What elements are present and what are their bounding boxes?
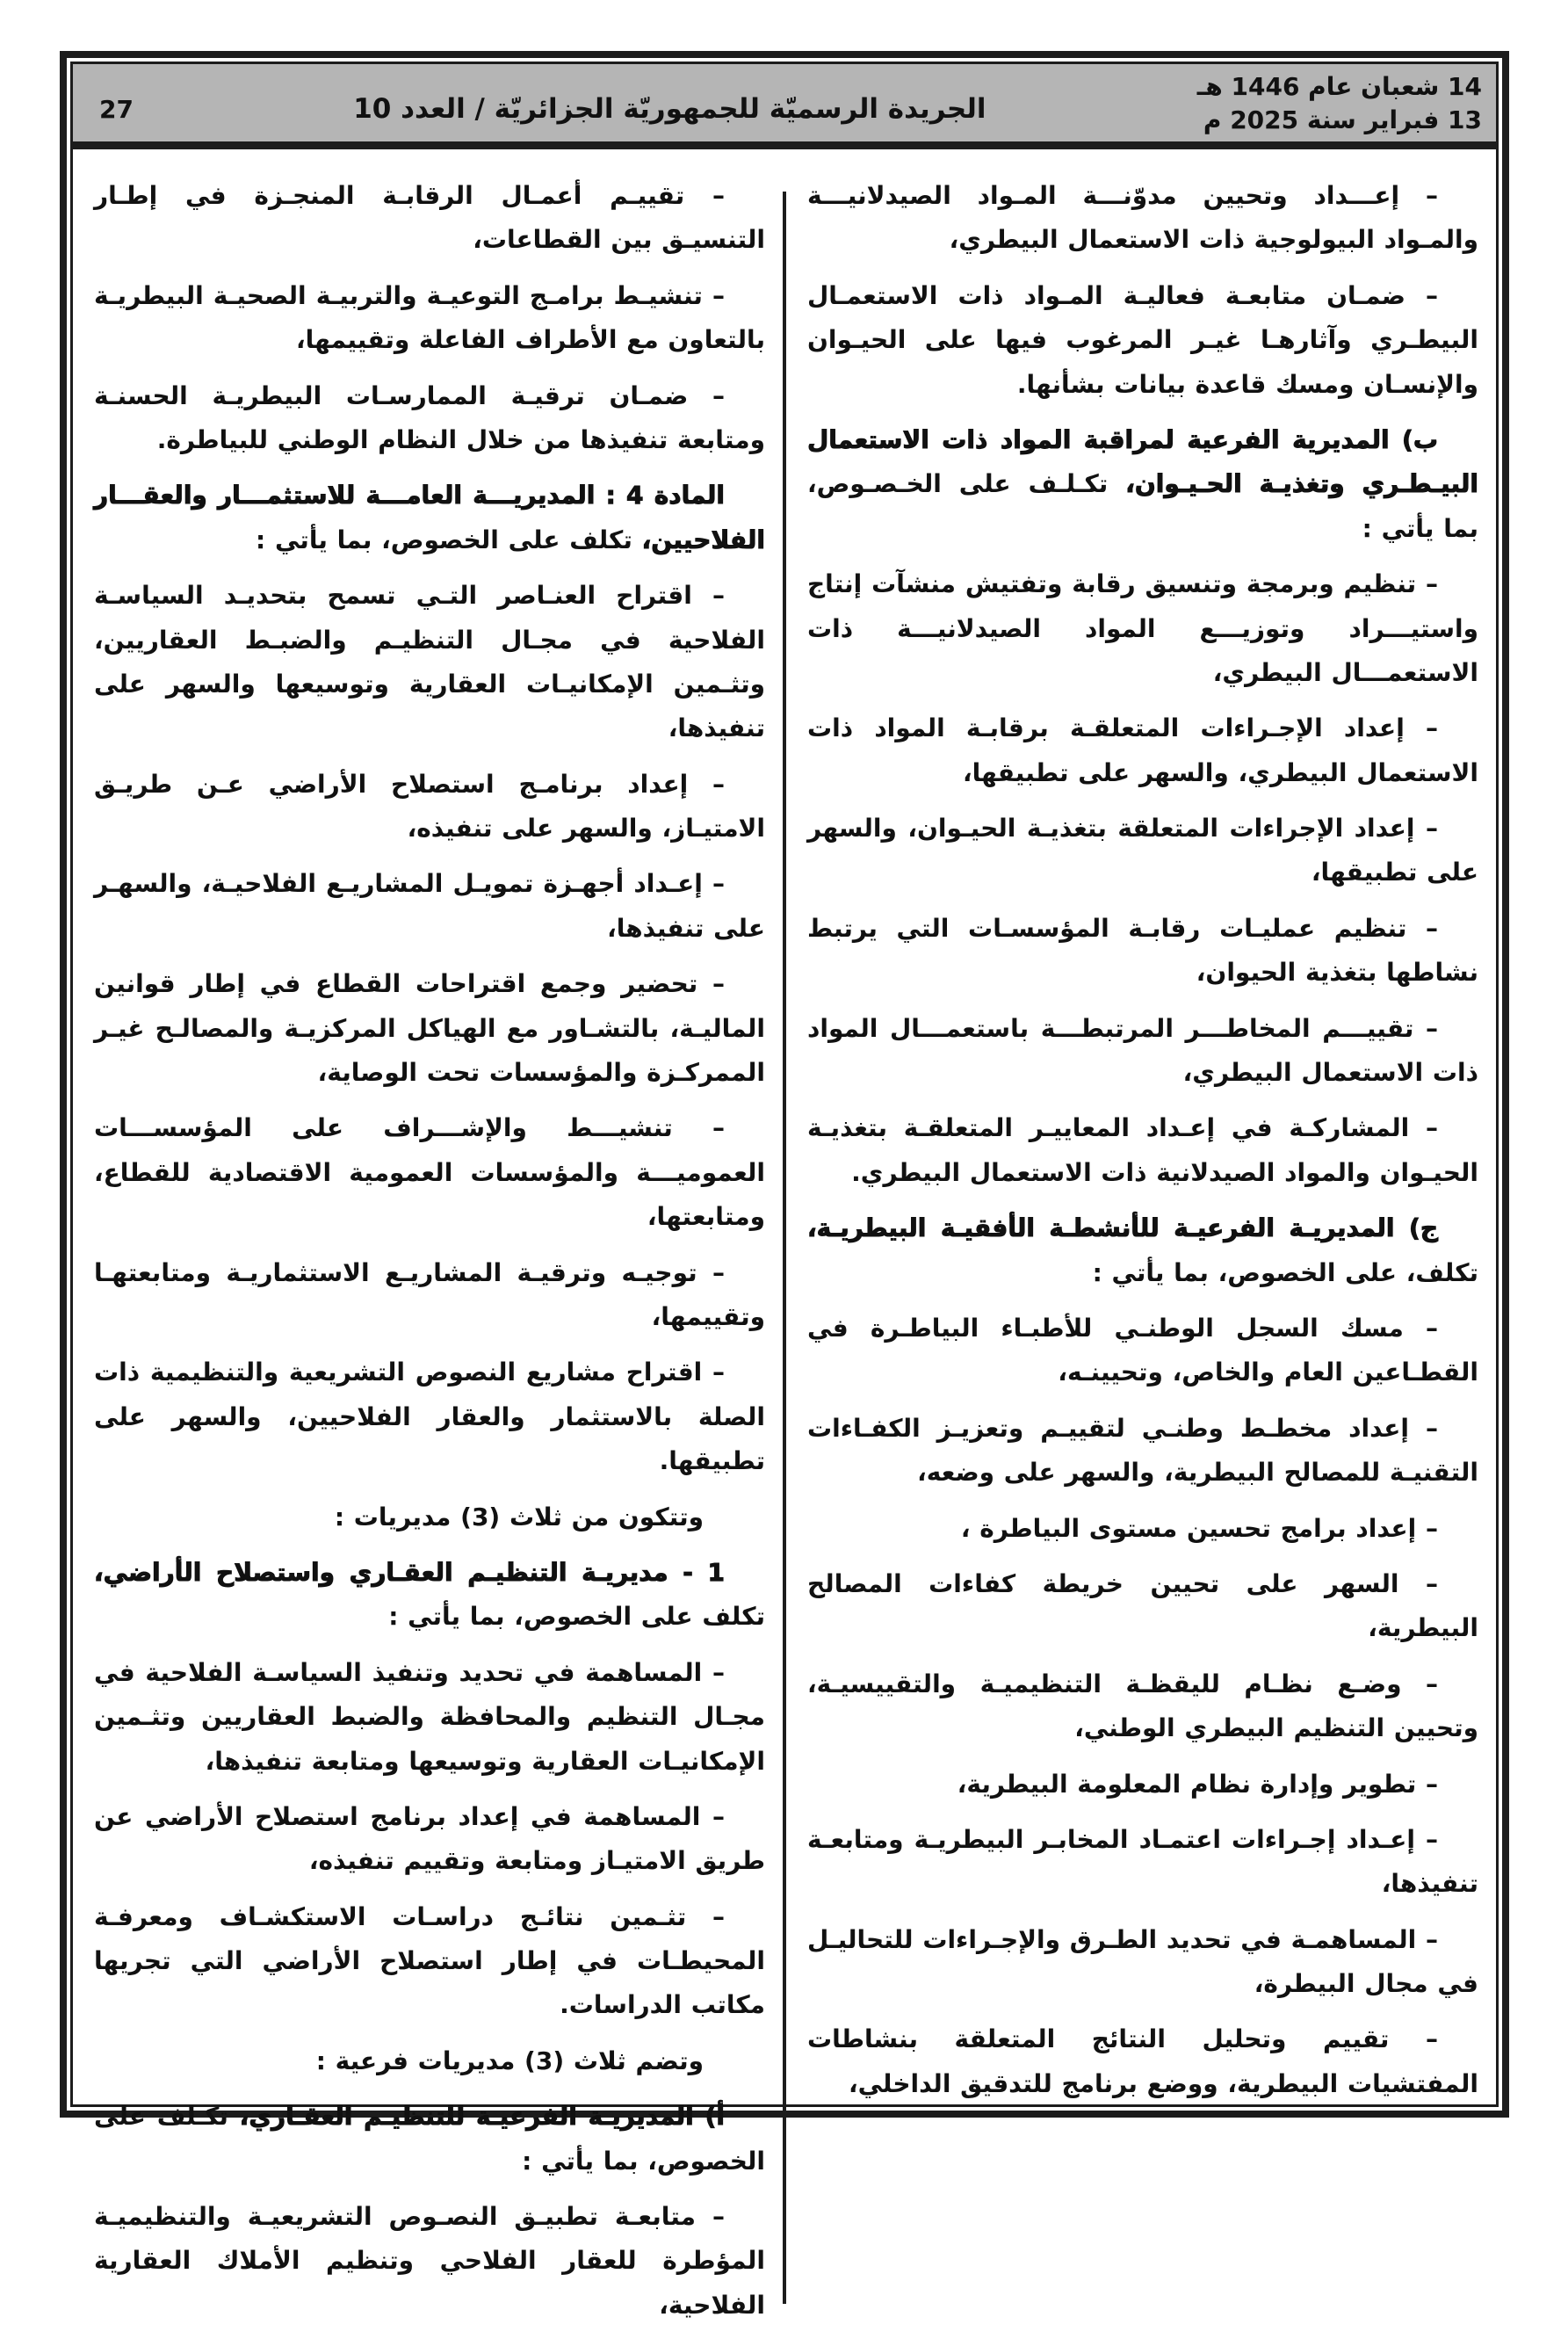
body-paragraph — [94, 1106, 765, 1239]
paragraph-text: – تنظيم وبرمجة وتنسيق رقابة وتفتيش منشآت إنتاج واستيـــراد وتوزيـــع المواد الصيدلانيـــة ذات الاستعمـــال البيطري، — [807, 569, 1478, 687]
paragraph-text: – تنشيـط برامـج التوعيـة والتربيـة الصحيـة البيطريـة بالتعاون مع الأطراف الفاعلة وتقييمها، — [94, 280, 765, 355]
paragraph-text: – ضمـان ترقيـة الممارسـات البيطريـة الحسنـة ومتابعة تنفيذها من خلال النظام الوطني للبياطرة. — [94, 380, 765, 454]
paragraph-text: – تحضير وجمع اقتراحات القطاع في إطار قوانين الماليـة، بالتشـاور مع الهياكل المركزيـة والمصالـح غيـر الممركـزة والمؤسسات تحت الوصاية، — [94, 969, 765, 1088]
body-paragraph — [807, 1507, 1478, 1551]
paragraph-text: – تنشيـــط والإشـــراف على المؤسســـات العموميـــة والمؤسسات العمومية الاقتصادية للقطاع، ومتابعتها، — [94, 1113, 765, 1232]
body-paragraph — [94, 1651, 765, 1784]
paragraph-text: – اقتراح مشاريع النصوص التشريعية والتنظيمية ذات الصلة بالاستثمار والعقار الفلاحيين، والسهر على تطبيقها. — [94, 1358, 765, 1476]
page-number: 27 — [99, 94, 134, 124]
body-paragraph — [94, 374, 765, 463]
body-paragraph — [807, 807, 1478, 895]
body-paragraph — [807, 1106, 1478, 1195]
hijri-date: 14 شعبان عام 1446 هـ — [1196, 72, 1482, 102]
paragraph-text: – المساهمة في إعداد برنامج استصلاح الأراضي عن طريق الامتيـاز ومتابعة وتقييم تنفيذه، — [94, 1801, 765, 1876]
paragraph-text: – توجيـه وترقيـة المشاريـع الاستثماريـة ومتابعتهـا وتقييمها، — [94, 1257, 765, 1331]
paragraph-text: – إعـداد أجهـزة تمويـل المشاريـع الفلاحيـة، والسهـر على تنفيذها، — [94, 869, 765, 943]
body-paragraph — [807, 1818, 1478, 1907]
paragraph-text: – تثـمين نتائـج دراسـات الاستكشـاف ومعرفـة المحيطـات في إطار استصلاح الأراضي التي تجريها مكاتب الدراسات. — [94, 1901, 765, 2020]
body-paragraph — [94, 1495, 765, 1539]
section-heading — [94, 474, 765, 562]
body-paragraph — [807, 1307, 1478, 1395]
paragraph-text: – المشاركـة في إعـداد المعاييـر المتعلقـة بتغذيـة الحيـوان والمواد الصيدلانية ذات الاستعمال البيطري. — [807, 1113, 1478, 1187]
body-paragraph — [807, 562, 1478, 695]
body-paragraph — [94, 1895, 765, 2028]
gregorian-date: 13 فبراير سنة 2025 م — [1203, 105, 1482, 134]
paragraph-text: تكـلـف على الخـصـوص، بما يأتي : — [807, 469, 1478, 543]
body-paragraph — [94, 862, 765, 951]
body-paragraph — [94, 962, 765, 1095]
journal-title: الجريدة الرسميّة للجمهوريّة الجزائريّة / العدد 10 — [353, 93, 986, 125]
paragraph-text: – تقييـــم المخاطـــر المرتبطـــة باستعمـــال المواد ذات الاستعمال البيطري، — [807, 1013, 1478, 1088]
paragraph-text: – تقييـم أعمـال الرقابـة المنجـزة في إطـار التنسيـق بين القطاعات، — [94, 181, 765, 255]
body-paragraph — [94, 1251, 765, 1340]
body-paragraph — [94, 2039, 765, 2083]
body-paragraph — [807, 1407, 1478, 1495]
heading-bold-text: ج) المديريـة الفرعيـة للأنشطـة الأفقيـة البيطريـة، — [807, 1213, 1438, 1243]
heading-bold-text: المادة 4 : المديريـــة العامـــة للاستثمـــار والعقـــار الفلاحيين، — [94, 481, 765, 554]
paragraph-text: – المساهمـة في تحديد الطـرق والإجـراءات للتحاليـل في مجال البيطرة، — [807, 1924, 1478, 1999]
paragraph-text: تكـلف على الخصوص، بما يأتي : — [94, 2102, 765, 2176]
section-heading — [807, 1206, 1478, 1295]
paragraph-text: – إعداد برنامـج استصلاح الأراضي عـن طريـق الامتيـاز، والسهر على تنفيذه، — [94, 769, 765, 844]
column-left — [73, 170, 783, 2339]
paragraph-text: تكلف على الخصوص، بما يأتي : — [256, 525, 642, 554]
body-paragraph — [807, 1562, 1478, 1651]
page-inner-frame — [70, 62, 1499, 2320]
paragraph-text: – ضمـان متابعـة فعاليـة المـواد ذات الاستعمـال البيطـري وآثارهـا غيـر المرغوب فيها على الحيـوان والإنسـان ومسك قاعدة بيانات بشأنها. — [807, 280, 1478, 399]
paragraph-text: – إعداد الإجراءات المتعلقة بتغذيـة الحيـوان، والسهر على تطبيقها، — [807, 814, 1478, 887]
body-paragraph — [807, 1007, 1478, 1096]
paragraph-text: وتتكون من ثلاث (3) مديريات : — [334, 1502, 704, 1532]
body-paragraph — [94, 174, 765, 263]
section-heading — [94, 2095, 765, 2183]
column-divider — [783, 192, 786, 2304]
body-paragraph — [94, 274, 765, 363]
body-paragraph — [807, 706, 1478, 795]
paragraph-text: – تنظيم عمليـات رقابـة المؤسسـات التي يرتبط نشاطها بتغذية الحيوان، — [807, 913, 1478, 988]
body-paragraph — [94, 2195, 765, 2328]
paragraph-text: – إعداد الإجـراءات المتعلقـة برقابـة المواد ذات الاستعمال البيطري، والسهر على تطبيقها، — [807, 713, 1478, 787]
paragraph-text: – المساهمة في تحديد وتنفيذ السياسـة الفلاحية في مجـال التنظيم والمحافظة والضبط العقاريين وتثـمين الإمكانيـات العقارية وتوسيعها ومتابعة تنفيذها، — [94, 1657, 765, 1776]
body-paragraph — [94, 1795, 765, 1884]
heading-bold-text: أ) المديريـة الفرعيـة للتنظيـم العقـاري، — [239, 2102, 725, 2132]
heading-bold-text: ب) المديرية الفرعية لمراقبة المواد ذات الاستعمال البيـطـري وتغذيـة الحـيـوان، — [807, 424, 1478, 499]
paragraph-text: تكلف، على الخصوص، بما يأتي : — [1092, 1257, 1478, 1287]
paragraph-text: – إعداد برامج تحسين مستوى البياطرة ، — [960, 1513, 1438, 1543]
paragraph-text: – تقييم وتحليل النتائج المتعلقة بنشاطات المفتشيات البيطرية، ووضع برنامج للتدقيق الداخلي، — [807, 2024, 1478, 2098]
page-header — [73, 64, 1496, 149]
heading-bold-text: 1 - مديريـة التنظيـم العقـاري واستصلاح الأراضي، — [94, 1557, 725, 1587]
paragraph-text: – إعـــداد وتحيين مدوّنـــة المـواد الصيدلانيـــة والمـواد البيولوجية ذات الاستعمال البيطري، — [807, 181, 1478, 255]
paragraph-text: تكلف على الخصوص، بما يأتي : — [388, 1602, 765, 1632]
body-paragraph — [94, 763, 765, 851]
paragraph-text: وتضم ثلاث (3) مديريات فرعية : — [315, 2046, 704, 2075]
body-paragraph — [807, 907, 1478, 996]
body-paragraph — [94, 1351, 765, 1483]
section-heading — [807, 418, 1478, 551]
paragraph-text: – اقتراح العنـاصر التـي تسمح بتحديـد السياسـة الفلاحية في مجـال التنظيـم والضبـط العقاريين، وتثـمين الإمكانيـات العقارية وتوسيعها والسهر على تنفيذها، — [94, 581, 765, 743]
body-paragraph — [807, 1918, 1478, 2007]
paragraph-text: – إعداد مخطـط وطنـي لتقييـم وتعزيـز الكفـاءات التقنيـة للمصالح البيطرية، والسهر على وضعه، — [807, 1413, 1478, 1488]
body-paragraph — [807, 1662, 1478, 1751]
section-heading — [94, 1551, 765, 1640]
body-paragraph — [807, 2017, 1478, 2106]
column-right — [786, 170, 1496, 2339]
body-paragraph — [94, 574, 765, 751]
issue-dates — [1197, 69, 1496, 137]
paragraph-text: – السهر على تحيين خريطة كفاءات المصالح البيطرية، — [807, 1568, 1478, 1643]
body-paragraph — [807, 174, 1478, 263]
paragraph-text: – متابعـة تطبيـق النصـوص التشريعيـة والتنظيميـة المؤطرة للعقار الفلاحي وتنظيم الأملاك العقارية الفلاحية، — [94, 2202, 765, 2320]
body-paragraph — [807, 1763, 1478, 1807]
paragraph-text: – إعـداد إجـراءات اعتمـاد المخابـر البيطريـة ومتابعـة تنفيذها، — [807, 1824, 1478, 1899]
paragraph-text: – تطوير وإدارة نظام المعلومة البيطرية، — [957, 1769, 1438, 1799]
paragraph-text: – مسك السجل الوطنـي للأطبـاء البياطـرة في القطـاعين العام والخاص، وتحيينـه، — [807, 1313, 1478, 1387]
paragraph-text: – وضـع نظـام لليقظـة التنظيميـة والتقييسيـة، وتحيين التنظيم البيطري الوطني، — [807, 1669, 1478, 1743]
body-paragraph — [807, 274, 1478, 407]
content-area — [73, 149, 1496, 2339]
page-frame — [60, 51, 1509, 2320]
